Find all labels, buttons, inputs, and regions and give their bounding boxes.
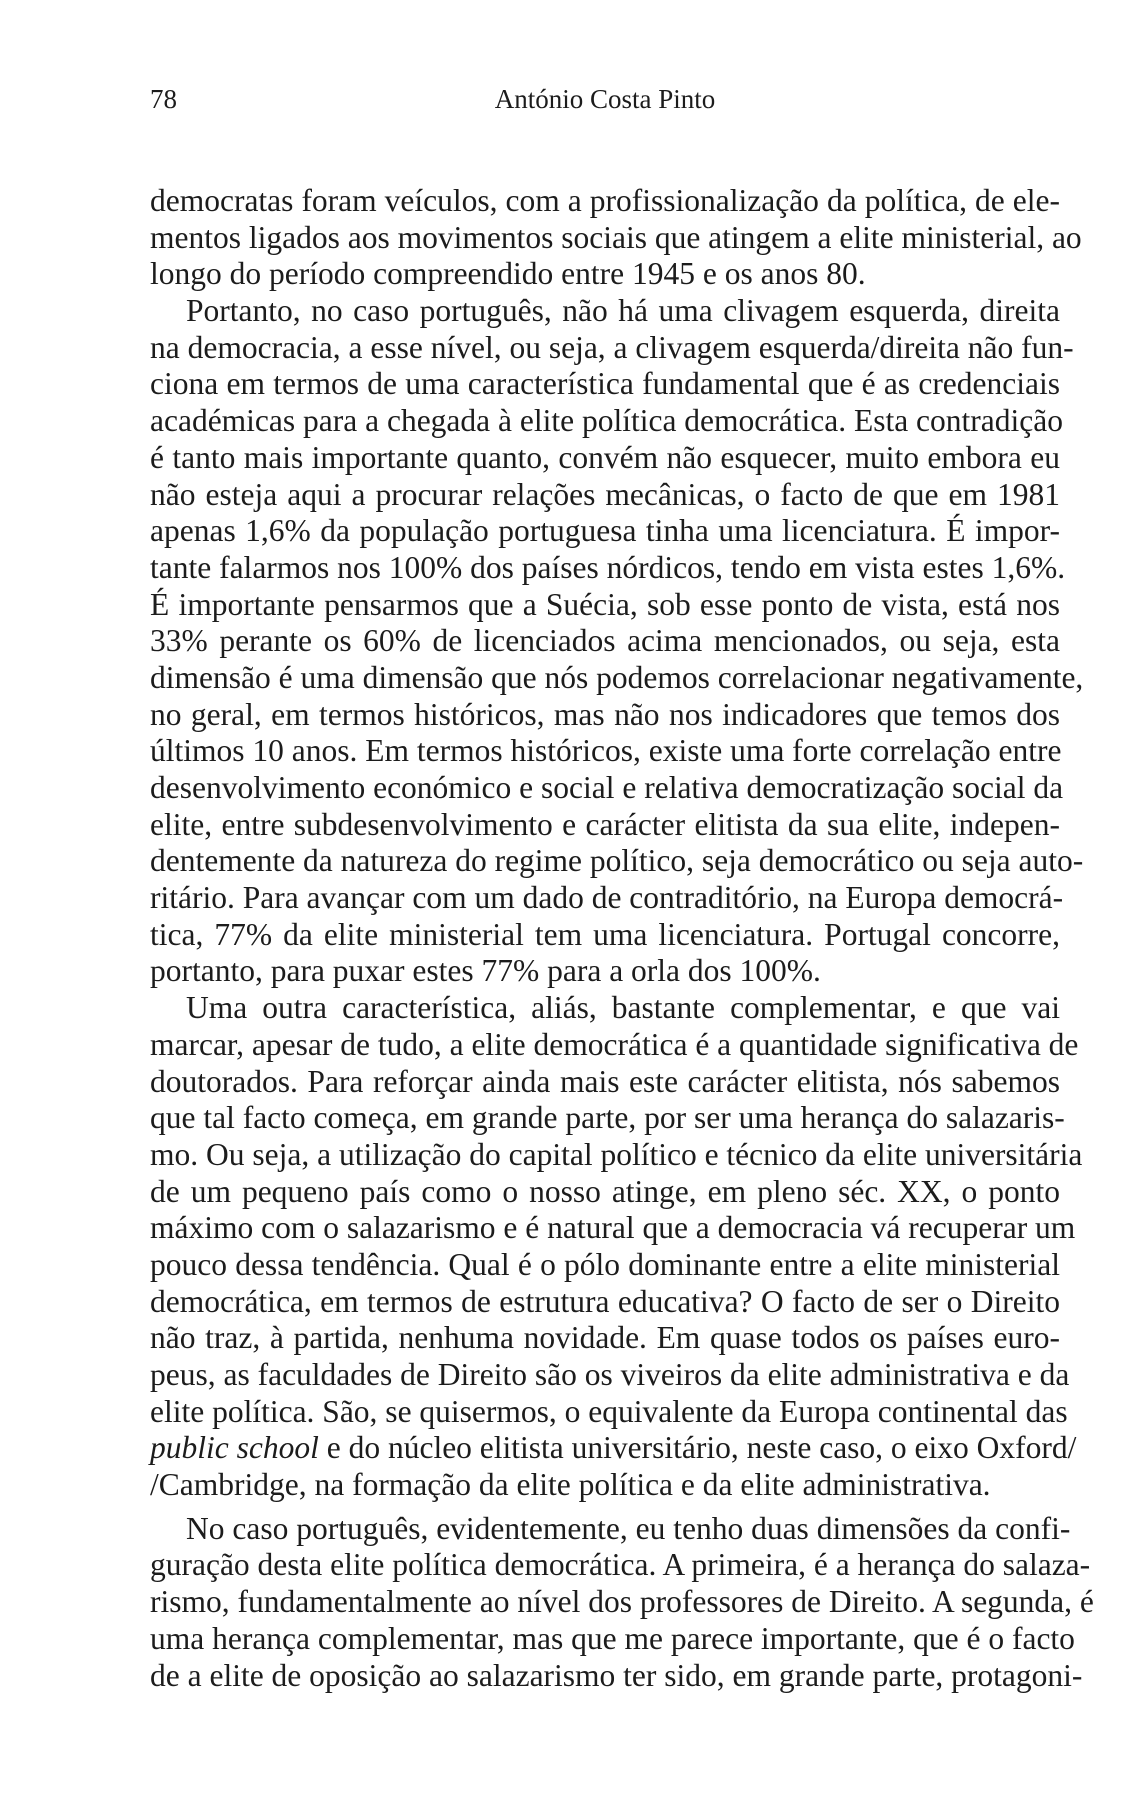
page-number: 78 — [150, 84, 177, 114]
text-line: marcar, apesar de tudo, a elite democrática é a quantidade significativa de — [150, 1026, 1079, 1062]
paragraph — [150, 1510, 1094, 1694]
text-line: Uma outra característica, aliás, bastante complementar, e que vai — [186, 990, 1060, 1026]
text-line: 33% perante os 60% de licenciados acima mencionados, ou seja, esta — [150, 623, 1060, 659]
text-line: elite política. São, se quisermos, o equivalente da Europa continental das — [150, 1393, 1068, 1429]
paragraph — [150, 293, 1084, 990]
text-line: portanto, para puxar estes 77% para a orla dos 100%. — [150, 953, 821, 989]
text-line: mo. Ou seja, a utilização do capital político e técnico da elite universitária — [150, 1136, 1083, 1172]
italic-term: public school — [150, 1430, 319, 1466]
text-line: não traz, à partida, nenhuma novidade. Em quase todos os países euro- — [150, 1320, 1060, 1356]
text-line: democrática, em termos de estrutura educativa? O facto de ser o Direito — [150, 1283, 1060, 1319]
text-line: ciona em termos de uma característica fundamental que é as credenciais — [150, 366, 1060, 402]
text-line: apenas 1,6% da população portuguesa tinha uma licenciatura. É impor- — [150, 513, 1060, 549]
text-line: de um pequeno país como o nosso atinge, em pleno séc. XX, o ponto — [150, 1173, 1060, 1209]
text-line: de a elite de oposição ao salazarismo ter sido, em grande parte, protagoni- — [150, 1657, 1083, 1693]
paragraph — [150, 183, 1082, 293]
text-line: É importante pensarmos que a Suécia, sob esse ponto de vista, está nos — [150, 586, 1060, 622]
text-line: mentos ligados aos movimentos sociais que atingem a elite ministerial, ao — [150, 219, 1082, 255]
text-line — [150, 1430, 1077, 1467]
text-line: guração desta elite política democrática. A primeira, é a herança do salaza- — [150, 1547, 1091, 1583]
text-line: longo do período compreendido entre 1945 e os anos 80. — [150, 256, 866, 292]
text-line: doutorados. Para reforçar ainda mais este carácter elitista, nós sabemos — [150, 1063, 1060, 1099]
text-line: no geral, em termos históricos, mas não nos indicadores que temos dos — [150, 696, 1060, 732]
text-line: que tal facto começa, em grande parte, por ser uma herança do salazaris- — [150, 1100, 1065, 1136]
running-title: António Costa Pinto — [494, 84, 716, 114]
text-line: No caso português, evidentemente, eu tenho duas dimensões da confi- — [186, 1510, 1071, 1546]
text-line: tante falarmos nos 100% dos países nórdicos, tendo em vista estes 1,6%. — [150, 549, 1066, 585]
text-line: uma herança complementar, mas que me parece importante, que é o facto — [150, 1620, 1075, 1656]
text-line: tica, 77% da elite ministerial tem uma licenciatura. Portugal concorre, — [150, 916, 1060, 952]
text-line: na democracia, a esse nível, ou seja, a clivagem esquerda/direita não fun- — [150, 329, 1074, 365]
running-head — [150, 82, 1060, 116]
body-text — [150, 183, 1094, 1694]
line-rest: e do núcleo elitista universitário, neste caso, o eixo Oxford/ — [318, 1430, 1077, 1466]
text-line: não esteja aqui a procurar relações mecânicas, o facto de que em 1981 — [150, 476, 1060, 512]
text-line: pouco dessa tendência. Qual é o pólo dominante entre a elite ministerial — [150, 1246, 1060, 1282]
text-line: ritário. Para avançar com um dado de contraditório, na Europa democrá- — [150, 880, 1064, 916]
text-line: Portanto, no caso português, não há uma clivagem esquerda, direita — [186, 293, 1060, 329]
text-line: rismo, fundamentalmente ao nível dos professores de Direito. A segunda, é — [150, 1584, 1094, 1620]
text-line: académicas para a chegada à elite política democrática. Esta contradição — [150, 403, 1063, 439]
text-line: /Cambridge, na formação da elite política e da elite administrativa. — [150, 1467, 991, 1503]
text-line: últimos 10 anos. Em termos históricos, existe uma forte correlação entre — [150, 733, 1062, 769]
text-line: máximo com o salazarismo e é natural que a democracia vá recuperar um — [150, 1210, 1076, 1246]
text-line: é tanto mais importante quanto, convém não esquecer, muito embora eu — [150, 439, 1060, 475]
text-line: peus, as faculdades de Direito são os viveiros da elite administrativa e da — [150, 1357, 1070, 1392]
text-line: elite, entre subdesenvolvimento e carácter elitista da sua elite, indepen- — [150, 806, 1060, 842]
text-line: democratas foram veículos, com a profissionalização da política, de ele- — [150, 183, 1060, 218]
text-line: dimensão é uma dimensão que nós podemos correlacionar negativamente, — [150, 659, 1084, 695]
paragraph — [150, 990, 1083, 1504]
text-line: dentemente da natureza do regime político, seja democrático ou seja auto- — [150, 843, 1084, 879]
text-line: desenvolvimento económico e social e relativa democratização social da — [150, 770, 1064, 805]
